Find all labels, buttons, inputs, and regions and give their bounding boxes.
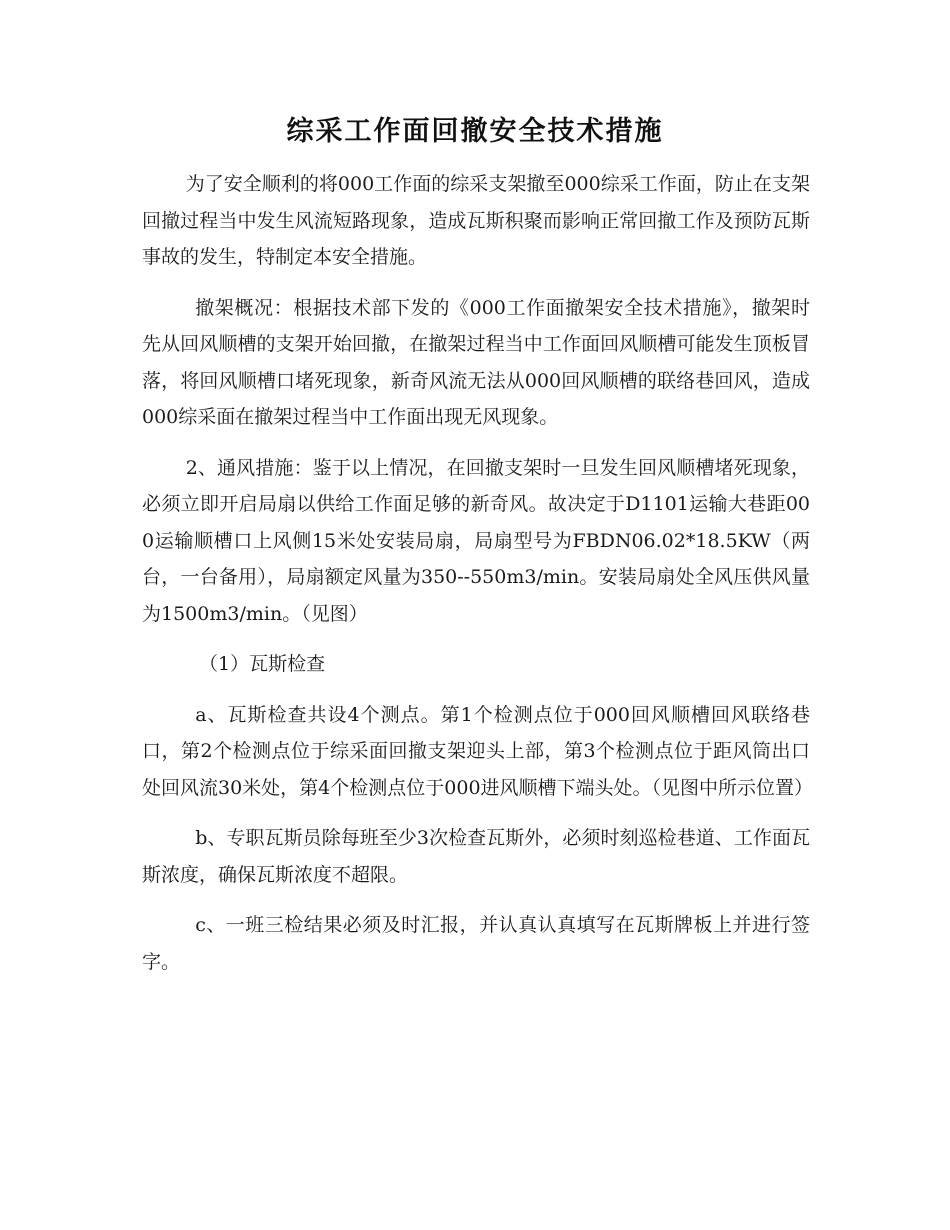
paragraph-ventilation: 2、通风措施：鉴于以上情况，在回撤支架时一旦发生回风顺槽堵死现象，必须立即开启局扇以供给工作面足够的新奇风。故决定于D1101运输大巷距000运输顺槽口上风侧15米处安装局扇，局扇型号为FBDN06.02*18.5KW（两台，一台备用），局扇额定风量为350--550m3/min。安装局扇处全风压供风量为1500m3/min。（见图） [142,456,810,625]
paragraph-gas-check-c: c、一班三检结果必须及时汇报，并认真认真填写在瓦斯牌板上并进行签字。 [142,914,810,973]
paragraph-gas-check-a: a、瓦斯检查共设4个测点。第1个检测点位于000回风顺槽回风联络巷口，第2个检测点位于综采面回撤支架迎头上部，第3个检测点位于距风筒出口处回风流30米处，第4个检测点位于000进风顺槽下端头处。（见图中所示位置） [142,703,814,799]
document-body [142,166,814,994]
paragraph-intro: 为了安全顺利的将000工作面的综采支架撤至000综采工作面，防止在支架回撤过程当中发生风流短路现象，造成瓦斯积聚而影响正常回撤工作及预防瓦斯事故的发生，特制定本安全措施。 [142,173,810,268]
paragraph-gas-check-b: b、专职瓦斯员除每班至少3次检查瓦斯外，必须时刻巡检巷道、工作面瓦斯浓度，确保瓦斯浓度不超限。 [142,827,810,886]
paragraph-overview: 撤架概况：根据技术部下发的《000工作面撤架安全技术措施》，撤架时先从回风顺槽的支架开始回撤，在撤架过程当中工作面回风顺槽可能发生顶板冒落，将回风顺槽口堵死现象，新奇风流无法从000回风顺槽的联络巷回风，造成000综采面在撤架过程当中工作面出现无风现象。 [142,296,810,428]
document-title: 综采工作面回撤安全技术措施 [286,116,664,147]
paragraph-gas-check-heading: （1）瓦斯检查 [199,653,326,675]
